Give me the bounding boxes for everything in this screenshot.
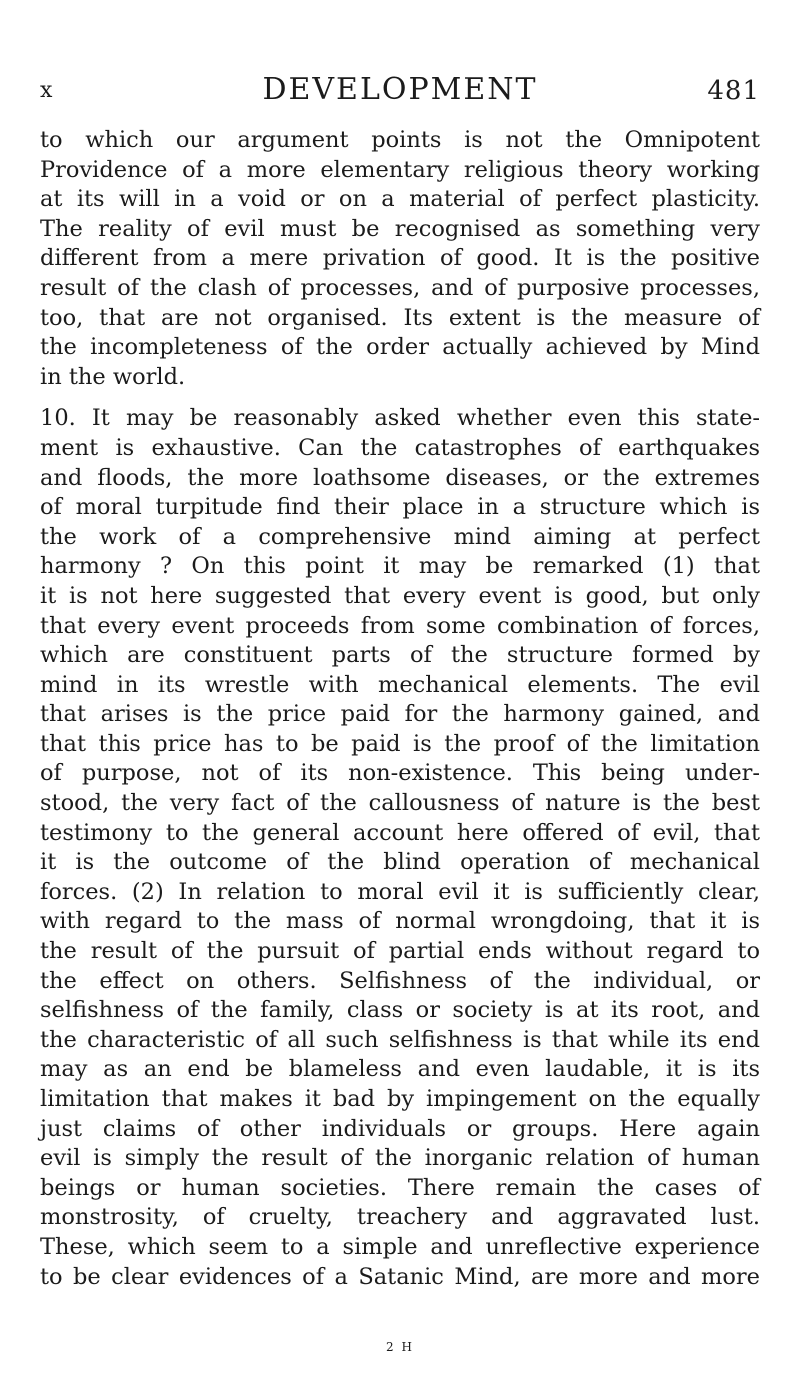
text-line: limitation that makes it bad by impingement on the equally — [40, 1086, 760, 1112]
text-line: the result of the pursuit of partial ends without regard to — [40, 938, 760, 965]
text-line: with regard to the mass of normal wrongdoing, that it is — [40, 908, 760, 935]
text-line: just claims of other individuals or groups. Here again — [40, 1115, 760, 1142]
text-line: to which our argument points is not the Omnipotent — [40, 127, 760, 153]
text-line: the characteristic of all such selfishness is that while its end — [40, 1026, 760, 1053]
running-header — [40, 72, 760, 112]
running-title: DEVELOPMENT — [262, 72, 538, 107]
text-line: of purpose, not of its non-existence. This being under- — [40, 760, 760, 787]
text-line: may as an end be blameless and even laudable, it is its — [40, 1056, 760, 1083]
text-line: 10. It may be reasonably asked whether even this state- — [40, 405, 760, 432]
signature-mark: 2 H — [386, 1340, 414, 1354]
text-line: selfishness of the family, class or society is at its root, and — [40, 997, 760, 1024]
text-line: testimony to the general account here offered of evil, that — [40, 819, 760, 846]
text-line: result of the clash of processes, and of purposive processes, — [40, 274, 760, 301]
text-line: the work of a comprehensive mind aiming at perfect — [40, 523, 760, 550]
text-line: ment is exhaustive. Can the catastrophes of earthquakes — [40, 434, 760, 461]
text-line: These, which seem to a simple and unreflective experience — [40, 1233, 760, 1260]
text-line: it is the outcome of the blind operation of mechanical — [40, 849, 760, 876]
text-line: the effect on others. Selfishness of the individual, or — [40, 967, 760, 994]
text-line: The reality of evil must be recognised as something very — [40, 215, 760, 242]
text-line: forces. (2) In relation to moral evil it is sufficiently clear, — [40, 878, 760, 905]
text-line: in the world. — [40, 363, 186, 390]
paragraph-continued — [40, 126, 760, 392]
text-line: at its will in a void or on a material of perfect plasticity. — [40, 186, 760, 213]
body-text — [40, 126, 760, 1292]
text-line: mind in its wrestle with mechanical elements. The evil — [40, 671, 760, 698]
text-line: different from a mere privation of good. It is the positive — [40, 245, 760, 272]
text-line: stood, the very fact of the callousness of nature is the best — [40, 790, 760, 817]
paragraph-section-10 — [40, 404, 760, 1292]
text-line: harmony ? On this point it may be remarked (1) that — [40, 553, 760, 580]
text-line: to be clear evidences of a Satanic Mind, are more and more — [40, 1263, 760, 1290]
text-line: that this price has to be paid is the proof of the limitation — [40, 730, 760, 757]
text-line: the incompleteness of the order actually achieved by Mind — [40, 334, 760, 361]
text-line: and floods, the more loathsome diseases, or the extremes — [40, 464, 760, 491]
text-line: beings or human societies. There remain the cases of — [40, 1174, 760, 1201]
text-line: monstrosity, of cruelty, treachery and aggravated lust. — [40, 1204, 760, 1231]
text-line: that every event proceeds from some combination of forces, — [40, 612, 760, 639]
chapter-number: x — [40, 78, 54, 103]
text-line: evil is simply the result of the inorganic relation of human — [40, 1145, 760, 1172]
text-line: too, that are not organised. Its extent is the measure of — [40, 304, 760, 331]
page-number: 481 — [707, 76, 760, 106]
text-line: it is not here suggested that every event is good, but only — [40, 582, 760, 609]
paragraph-gap — [40, 392, 760, 404]
text-line: that arises is the price paid for the harmony gained, and — [40, 701, 760, 728]
text-line: Providence of a more elementary religious theory working — [40, 156, 760, 183]
text-line: which are constituent parts of the structure formed by — [40, 642, 760, 669]
text-line: of moral turpitude find their place in a structure which is — [40, 494, 760, 521]
